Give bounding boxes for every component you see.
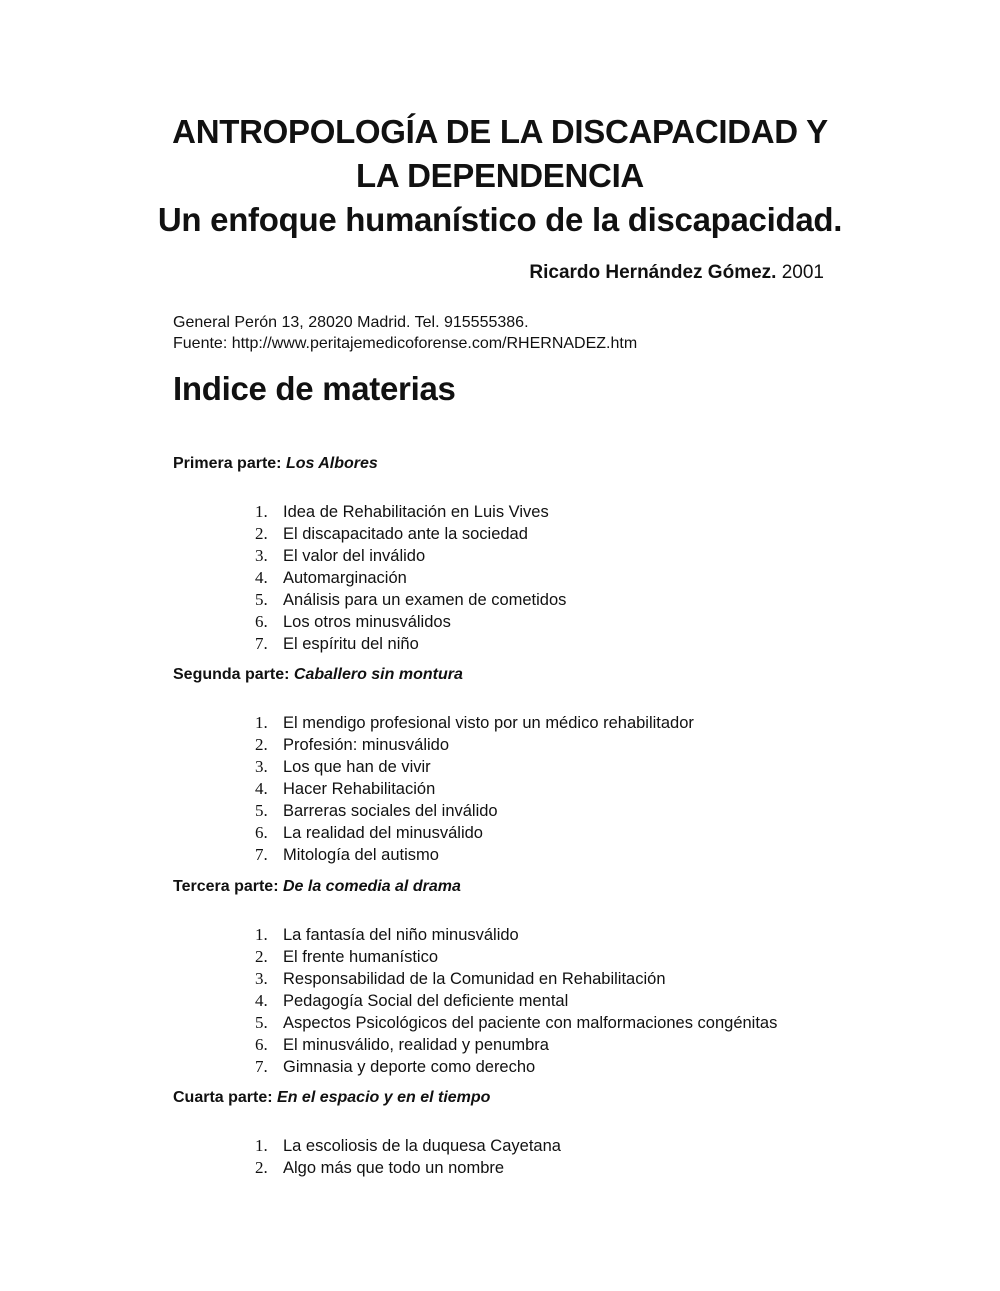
list-item [255, 545, 873, 567]
item-number: 6. [255, 1035, 268, 1054]
author-line [529, 262, 824, 284]
item-number: 2. [255, 1158, 268, 1177]
item-text: Hacer Rehabilitación [283, 780, 436, 798]
part-title [173, 455, 873, 473]
list-item [255, 1056, 873, 1078]
author-name: Ricardo Hernández Gómez. [529, 262, 777, 283]
list-item [255, 633, 873, 655]
part-subtitle: De la comedia al drama [282, 878, 461, 895]
part-subtitle: Los Albores [285, 455, 378, 472]
part-title [173, 1089, 873, 1107]
part-label: Primera parte: [173, 455, 282, 472]
item-number: 4. [255, 991, 268, 1010]
item-number: 4. [255, 779, 268, 798]
item-text: Profesión: minusválido [283, 736, 449, 754]
item-number: 6. [255, 612, 268, 631]
list-item [255, 501, 873, 523]
list-item [255, 1135, 873, 1157]
part-label: Segunda parte: [173, 666, 290, 683]
list-item [255, 712, 873, 734]
list-item [255, 1034, 873, 1056]
list-item [255, 756, 873, 778]
item-text: Idea de Rehabilitación en Luis Vives [283, 503, 549, 521]
item-text: El frente humanístico [283, 948, 438, 966]
item-number: 4. [255, 568, 268, 587]
list-item [255, 523, 873, 545]
list-item [255, 567, 873, 589]
list-item [255, 611, 873, 633]
title-line-2: LA DEPENDENCIA [356, 157, 644, 194]
item-number: 7. [255, 1057, 268, 1076]
item-text: Los otros minusválidos [283, 613, 451, 631]
document-title [0, 110, 1000, 242]
title-line-3: Un enfoque humanístico de la discapacidad. [157, 201, 843, 238]
item-text: Responsabilidad de la Comunidad en Rehabilitación [283, 970, 666, 988]
item-number: 6. [255, 823, 268, 842]
item-text: Barreras sociales del inválido [283, 802, 498, 820]
item-number: 3. [255, 757, 268, 776]
item-text: La escoliosis de la duquesa Cayetana [283, 1137, 561, 1155]
item-text: El mendigo profesional visto por un médico rehabilitador [283, 714, 694, 732]
list-item [255, 946, 873, 968]
item-number: 5. [255, 1013, 268, 1032]
list-item [255, 589, 873, 611]
item-text: Aspectos Psicológicos del paciente con malformaciones congénitas [283, 1014, 778, 1032]
item-text: El discapacitado ante la sociedad [283, 525, 528, 543]
part-1-list [173, 501, 873, 655]
part-label: Tercera parte: [173, 878, 279, 895]
item-text: Gimnasia y deporte como derecho [283, 1058, 536, 1076]
item-number: 1. [255, 925, 268, 944]
title-line-1: ANTROPOLOGÍA DE LA DISCAPACIDAD Y [172, 113, 828, 150]
list-item [255, 822, 873, 844]
item-text: Mitología del autismo [283, 846, 439, 864]
contact-source: Fuente: http://www.peritajemedicoforense.com/RHERNADEZ.htm [173, 335, 638, 352]
item-number: 5. [255, 590, 268, 609]
contact-block [173, 312, 637, 354]
part-subtitle: Caballero sin montura [293, 666, 463, 683]
item-number: 5. [255, 801, 268, 820]
item-text: Pedagogía Social del deficiente mental [283, 992, 569, 1010]
part-3-list [173, 924, 873, 1078]
item-text: Algo más que todo un nombre [283, 1159, 505, 1177]
item-number: 2. [255, 524, 268, 543]
item-text: La realidad del minusválido [283, 824, 483, 842]
list-item [255, 734, 873, 756]
item-number: 1. [255, 1136, 268, 1155]
part-2 [173, 666, 873, 866]
part-4 [173, 1089, 873, 1179]
list-item [255, 924, 873, 946]
item-number: 1. [255, 502, 268, 521]
list-item [255, 800, 873, 822]
part-3 [173, 878, 873, 1078]
list-item [255, 778, 873, 800]
part-title [173, 666, 873, 684]
part-4-list [173, 1135, 873, 1179]
item-text: Automarginación [283, 569, 407, 587]
item-number: 2. [255, 735, 268, 754]
item-number: 7. [255, 634, 268, 653]
item-number: 3. [255, 969, 268, 988]
list-item [255, 844, 873, 866]
part-2-list [173, 712, 873, 866]
item-number: 7. [255, 845, 268, 864]
list-item [255, 990, 873, 1012]
list-item [255, 1012, 873, 1034]
item-text: La fantasía del niño minusválido [283, 926, 519, 944]
list-item [255, 1157, 873, 1179]
item-number: 3. [255, 546, 268, 565]
item-text: El valor del inválido [283, 547, 426, 565]
contact-address: General Perón 13, 28020 Madrid. Tel. 915555386. [173, 314, 529, 331]
item-number: 2. [255, 947, 268, 966]
item-text: El minusválido, realidad y penumbra [283, 1036, 549, 1054]
list-item [255, 968, 873, 990]
item-text: El espíritu del niño [283, 635, 419, 653]
item-number: 1. [255, 713, 268, 732]
part-label: Cuarta parte: [173, 1089, 273, 1106]
item-text: Análisis para un examen de cometidos [283, 591, 567, 609]
part-1 [173, 455, 873, 655]
part-title [173, 878, 873, 896]
publication-year: 2001 [781, 262, 824, 283]
part-subtitle: En el espacio y en el tiempo [277, 1089, 491, 1106]
index-heading: Indice de materias [173, 370, 456, 407]
item-text: Los que han de vivir [283, 758, 431, 776]
